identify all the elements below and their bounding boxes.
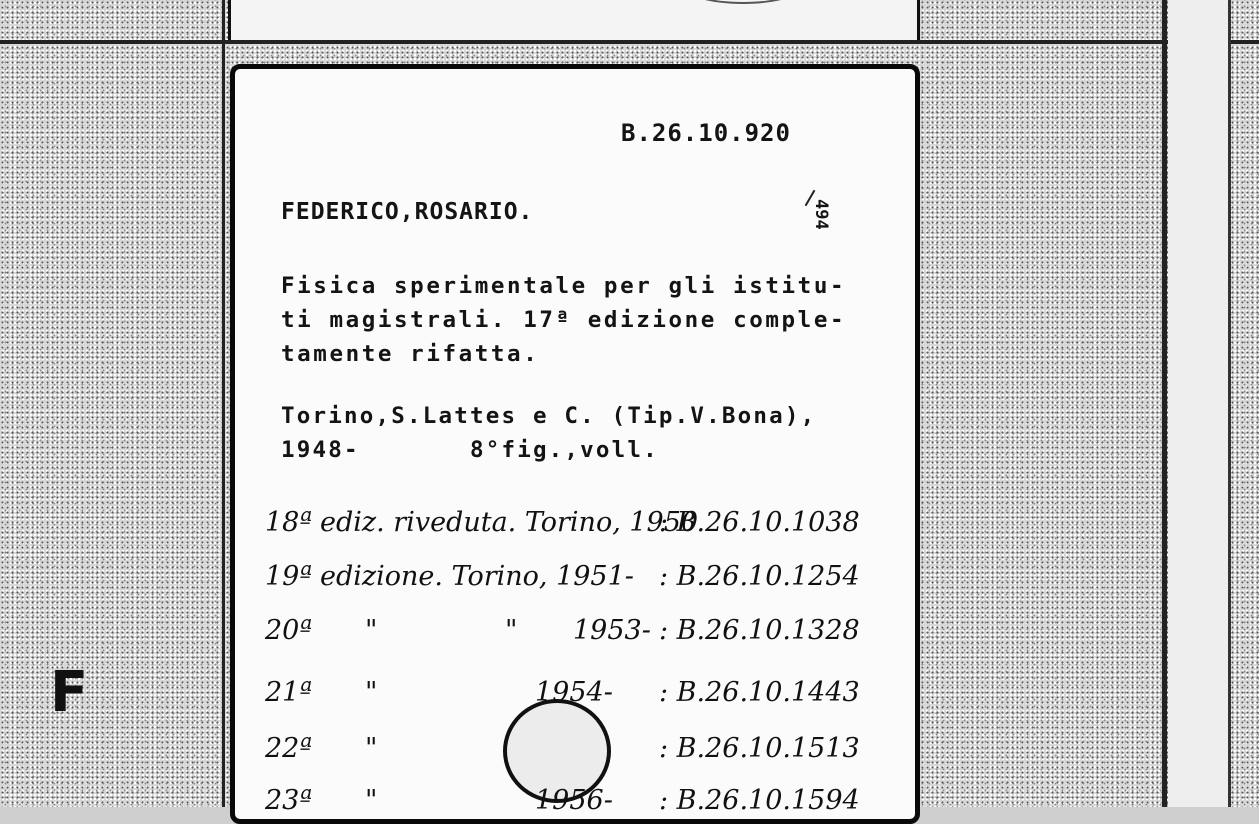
title-line: ti magistrali. 17ª edizione comple- [281,307,847,333]
right-divider [1162,0,1167,807]
edition-number: 18ª [265,507,313,538]
edition-note: edizione. Torino, 1951- [320,561,634,592]
catalog-card [230,64,920,824]
ditto-mark: " [365,785,378,816]
edition-code: : B.26.10.1254 [659,561,860,592]
edition-number: 21ª [265,677,313,708]
edition-number: 22ª [265,733,313,764]
edition-year: 1956- [535,785,613,816]
ditto-mark: " [365,615,378,646]
edition-year: 1954- [535,677,613,708]
edition-code: : B.26.10.1443 [659,677,860,708]
ditto-mark: " [505,615,518,646]
imprint-line: 1948- 8°fig.,voll. [281,437,659,463]
ditto-mark: " [365,733,378,764]
edition-note: ediz. riveduta. Torino, 1950 [320,507,699,538]
edition-number: 19ª [265,561,313,592]
drawer-divider [0,40,1259,44]
left-card-edge [222,0,225,807]
edition-code: : B.26.10.1513 [659,733,860,764]
edition-code: : B.26.10.1594 [659,785,860,816]
title-line: Fisica sperimentale per gli istitu- [281,273,847,299]
edition-code: : B.26.10.1038 [659,507,860,538]
margin-letter: F [50,660,89,725]
previous-card-edge [228,0,920,43]
author-heading: FEDERICO,ROSARIO. [281,199,534,225]
right-strip-edge [1228,0,1231,807]
side-number: 494 [811,199,831,230]
title-line: tamente rifatta. [281,341,540,367]
ditto-mark: " [365,677,378,708]
imprint-line: Torino,S.Lattes e C. (Tip.V.Bona), [281,403,817,429]
edition-number: 20ª [265,615,313,646]
right-strip [1168,0,1228,807]
accession-number: B.26.10.920 [621,119,791,147]
edition-code: : B.26.10.1328 [659,615,860,646]
edition-number: 23ª [265,785,313,816]
edition-year: 1953- [573,615,651,646]
